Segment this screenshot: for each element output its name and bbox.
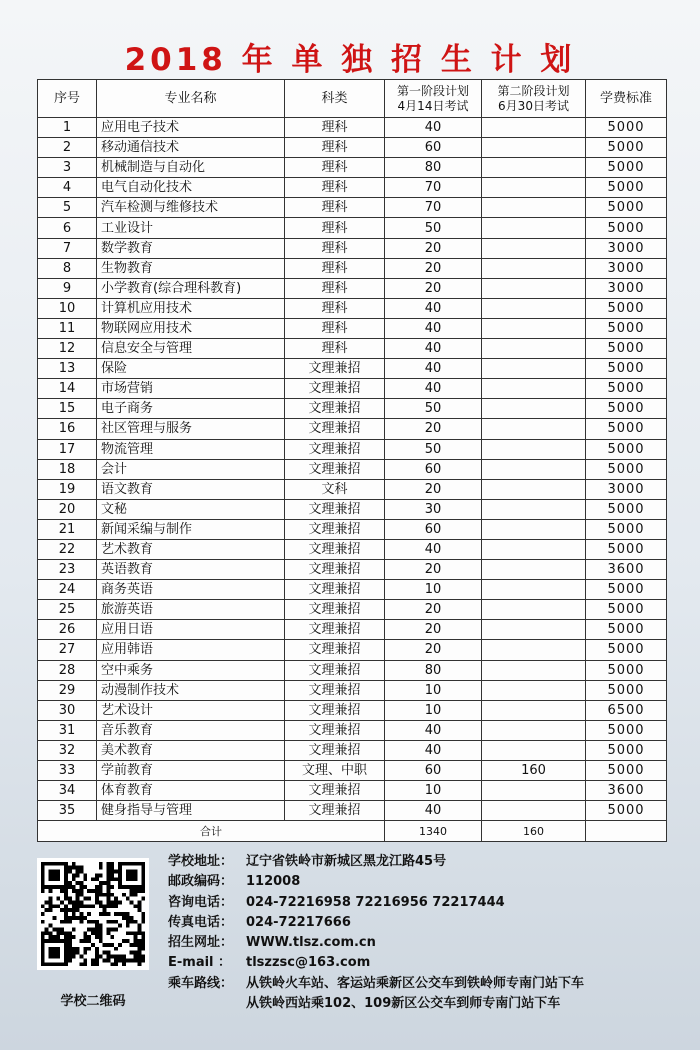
header-phase2-date: 6月30日考试 — [498, 98, 569, 113]
cell-name: 美术教育 — [97, 740, 285, 760]
cell-phase1: 20 — [385, 258, 482, 278]
page-title: 2018 年 单 独 招 生 计 划 — [124, 42, 576, 78]
cell-no: 2 — [38, 138, 97, 158]
cell-category: 文理、中职 — [285, 761, 385, 781]
cell-fee: 5000 — [586, 318, 667, 338]
postcode-value: 112008 — [246, 874, 301, 890]
cell-fee: 3600 — [586, 781, 667, 801]
cell-fee: 3600 — [586, 560, 667, 580]
cell-fee: 5000 — [586, 620, 667, 640]
total-fee — [586, 821, 667, 842]
table-row — [38, 158, 667, 178]
table-row — [38, 218, 667, 238]
cell-phase2 — [482, 359, 586, 379]
cell-phase1: 60 — [385, 519, 482, 539]
cell-fee: 5000 — [586, 740, 667, 760]
cell-category: 文理兼招 — [285, 359, 385, 379]
cell-phase2 — [482, 560, 586, 580]
table-row — [38, 620, 667, 640]
cell-name: 音乐教育 — [97, 720, 285, 740]
cell-no: 7 — [38, 238, 97, 258]
table-row — [38, 720, 667, 740]
cell-name: 空中乘务 — [97, 660, 285, 680]
phone-line — [168, 893, 688, 913]
cell-phase2 — [482, 138, 586, 158]
cell-category: 文理兼招 — [285, 439, 385, 459]
cell-name: 工业设计 — [97, 218, 285, 238]
cell-phase2 — [482, 620, 586, 640]
table-row — [38, 238, 667, 258]
cell-category: 理科 — [285, 118, 385, 138]
header-phase1-date: 4月14日考试 — [397, 98, 469, 113]
cell-category: 文理兼招 — [285, 539, 385, 559]
contact-info — [168, 852, 688, 1014]
total-label: 合计 — [38, 821, 385, 842]
cell-category: 文理兼招 — [285, 680, 385, 700]
cell-phase1: 80 — [385, 660, 482, 680]
cell-name: 新闻采编与制作 — [97, 519, 285, 539]
table-row — [38, 459, 667, 479]
cell-phase2 — [482, 479, 586, 499]
cell-name: 应用电子技术 — [97, 118, 285, 138]
cell-name: 社区管理与服务 — [97, 419, 285, 439]
cell-no: 15 — [38, 399, 97, 419]
cell-category: 文理兼招 — [285, 379, 385, 399]
cell-phase2 — [482, 258, 586, 278]
table-row — [38, 560, 667, 580]
cell-fee: 3000 — [586, 479, 667, 499]
cell-category: 理科 — [285, 339, 385, 359]
cell-fee: 5000 — [586, 198, 667, 218]
route-line — [168, 974, 688, 994]
cell-name: 移动通信技术 — [97, 138, 285, 158]
cell-name: 机械制造与自动化 — [97, 158, 285, 178]
cell-phase1: 20 — [385, 600, 482, 620]
header-no: 序号 — [38, 80, 97, 118]
cell-fee: 5000 — [586, 218, 667, 238]
cell-phase1: 40 — [385, 801, 482, 821]
cell-phase2: 160 — [482, 761, 586, 781]
cell-name: 会计 — [97, 459, 285, 479]
cell-no: 24 — [38, 580, 97, 600]
cell-fee: 6500 — [586, 700, 667, 720]
cell-category: 文理兼招 — [285, 740, 385, 760]
cell-no: 5 — [38, 198, 97, 218]
cell-name: 动漫制作技术 — [97, 680, 285, 700]
cell-phase2 — [482, 218, 586, 238]
cell-phase1: 50 — [385, 399, 482, 419]
route-line-1: 从铁岭火车站、客运站乘新区公交车到铁岭师专南门站下车 — [246, 975, 585, 991]
cell-fee: 3000 — [586, 278, 667, 298]
table-row — [38, 419, 667, 439]
cell-phase2 — [482, 660, 586, 680]
cell-fee: 5000 — [586, 600, 667, 620]
cell-name: 小学教育(综合理科教育) — [97, 278, 285, 298]
cell-phase1: 20 — [385, 620, 482, 640]
table-row — [38, 318, 667, 338]
header-category: 科类 — [285, 80, 385, 118]
cell-phase1: 40 — [385, 298, 482, 318]
cell-phase1: 60 — [385, 761, 482, 781]
header-phase1-title: 第一阶段计划 — [396, 83, 469, 98]
website-label: 招生网址： — [168, 935, 234, 951]
cell-phase1: 50 — [385, 439, 482, 459]
qr-code-label: 学校二维码 — [60, 994, 126, 1009]
cell-phase1: 10 — [385, 680, 482, 700]
cell-name: 文秘 — [97, 499, 285, 519]
cell-phase2 — [482, 298, 586, 318]
cell-category: 文科 — [285, 479, 385, 499]
cell-category: 理科 — [285, 298, 385, 318]
cell-name: 旅游英语 — [97, 600, 285, 620]
cell-fee: 5000 — [586, 178, 667, 198]
table-row — [38, 660, 667, 680]
cell-name: 艺术教育 — [97, 539, 285, 559]
cell-name: 物联网应用技术 — [97, 318, 285, 338]
cell-name: 计算机应用技术 — [97, 298, 285, 318]
route-label: 乘车路线： — [168, 975, 234, 991]
table-row — [38, 399, 667, 419]
table-row — [38, 761, 667, 781]
cell-phase1: 40 — [385, 318, 482, 338]
cell-category: 文理兼招 — [285, 620, 385, 640]
cell-no: 29 — [38, 680, 97, 700]
cell-phase1: 40 — [385, 359, 482, 379]
cell-no: 23 — [38, 560, 97, 580]
cell-no: 32 — [38, 740, 97, 760]
table-row — [38, 118, 667, 138]
header-phase1 — [385, 80, 482, 118]
cell-fee: 5000 — [586, 118, 667, 138]
cell-phase2 — [482, 439, 586, 459]
cell-category: 文理兼招 — [285, 660, 385, 680]
cell-phase2 — [482, 519, 586, 539]
header-name: 专业名称 — [97, 80, 285, 118]
cell-name: 艺术设计 — [97, 700, 285, 720]
cell-phase2 — [482, 238, 586, 258]
cell-phase1: 70 — [385, 198, 482, 218]
cell-fee: 5000 — [586, 158, 667, 178]
cell-fee: 5000 — [586, 580, 667, 600]
cell-phase2 — [482, 720, 586, 740]
cell-category: 理科 — [285, 258, 385, 278]
cell-category: 文理兼招 — [285, 700, 385, 720]
cell-no: 26 — [38, 620, 97, 640]
email-label: E-mail ： — [168, 955, 232, 971]
cell-category: 文理兼招 — [285, 499, 385, 519]
header-phase2 — [482, 80, 586, 118]
cell-phase2 — [482, 379, 586, 399]
cell-no: 13 — [38, 359, 97, 379]
cell-no: 28 — [38, 660, 97, 680]
total-row — [38, 821, 667, 842]
cell-category: 文理兼招 — [285, 580, 385, 600]
cell-phase2 — [482, 499, 586, 519]
cell-name: 语文教育 — [97, 479, 285, 499]
cell-name: 学前教育 — [97, 761, 285, 781]
cell-name: 应用日语 — [97, 620, 285, 640]
cell-no: 11 — [38, 318, 97, 338]
enrollment-plan-table — [37, 79, 667, 842]
cell-fee: 5000 — [586, 720, 667, 740]
cell-category: 理科 — [285, 178, 385, 198]
cell-phase2 — [482, 419, 586, 439]
cell-no: 17 — [38, 439, 97, 459]
cell-no: 21 — [38, 519, 97, 539]
cell-name: 保险 — [97, 359, 285, 379]
cell-fee: 5000 — [586, 459, 667, 479]
cell-no: 35 — [38, 801, 97, 821]
cell-phase2 — [482, 198, 586, 218]
cell-phase2 — [482, 781, 586, 801]
cell-phase2 — [482, 740, 586, 760]
table-row — [38, 359, 667, 379]
cell-phase1: 60 — [385, 459, 482, 479]
total-phase2: 160 — [482, 821, 586, 842]
cell-no: 33 — [38, 761, 97, 781]
table-row — [38, 519, 667, 539]
table-row — [38, 339, 667, 359]
cell-phase1: 20 — [385, 238, 482, 258]
cell-fee: 5000 — [586, 499, 667, 519]
cell-no: 18 — [38, 459, 97, 479]
cell-name: 电子商务 — [97, 399, 285, 419]
cell-category: 理科 — [285, 318, 385, 338]
cell-name: 英语教育 — [97, 560, 285, 580]
address-label: 学校地址： — [168, 854, 234, 869]
table-row — [38, 258, 667, 278]
address-line — [168, 852, 688, 872]
fax-value: 024-72217666 — [246, 914, 351, 930]
cell-category: 文理兼招 — [285, 600, 385, 620]
cell-no: 20 — [38, 499, 97, 519]
table-row — [38, 640, 667, 660]
cell-phase1: 10 — [385, 580, 482, 600]
cell-category: 理科 — [285, 218, 385, 238]
cell-category: 理科 — [285, 158, 385, 178]
table-row — [38, 479, 667, 499]
cell-phase1: 70 — [385, 178, 482, 198]
cell-no: 9 — [38, 278, 97, 298]
cell-fee: 3000 — [586, 238, 667, 258]
cell-category: 文理兼招 — [285, 640, 385, 660]
cell-fee: 5000 — [586, 761, 667, 781]
cell-no: 10 — [38, 298, 97, 318]
cell-phase2 — [482, 118, 586, 138]
cell-name: 信息安全与管理 — [97, 339, 285, 359]
fax-label: 传真电话： — [168, 914, 234, 930]
cell-category: 理科 — [285, 138, 385, 158]
phone-label: 咨询电话： — [168, 894, 234, 910]
cell-name: 数学教育 — [97, 238, 285, 258]
cell-fee: 5000 — [586, 399, 667, 419]
cell-phase1: 60 — [385, 138, 482, 158]
cell-fee: 5000 — [586, 339, 667, 359]
address-value: 辽宁省铁岭市新城区黑龙江路45号 — [246, 854, 447, 869]
email-line — [168, 953, 688, 973]
cell-no: 30 — [38, 700, 97, 720]
cell-category: 文理兼招 — [285, 781, 385, 801]
postcode-line — [168, 872, 688, 892]
website-link[interactable]: WWW.tlsz.com.cn — [246, 935, 376, 951]
table-row — [38, 781, 667, 801]
cell-fee: 5000 — [586, 298, 667, 318]
table-row — [38, 178, 667, 198]
cell-category: 文理兼招 — [285, 560, 385, 580]
cell-fee: 5000 — [586, 138, 667, 158]
cell-fee: 5000 — [586, 419, 667, 439]
cell-phase2 — [482, 459, 586, 479]
cell-name: 市场营销 — [97, 379, 285, 399]
cell-fee: 5000 — [586, 379, 667, 399]
cell-no: 8 — [38, 258, 97, 278]
cell-no: 12 — [38, 339, 97, 359]
cell-category: 文理兼招 — [285, 519, 385, 539]
cell-no: 34 — [38, 781, 97, 801]
cell-no: 4 — [38, 178, 97, 198]
cell-phase2 — [482, 640, 586, 660]
cell-phase1: 40 — [385, 720, 482, 740]
cell-phase2 — [482, 278, 586, 298]
table-row — [38, 740, 667, 760]
cell-phase1: 30 — [385, 499, 482, 519]
table-row — [38, 198, 667, 218]
email-link[interactable]: tlszzsc@163.com — [246, 955, 371, 971]
cell-fee: 5000 — [586, 640, 667, 660]
cell-no: 25 — [38, 600, 97, 620]
header-fee: 学费标准 — [586, 80, 667, 118]
cell-fee: 3000 — [586, 258, 667, 278]
table-row — [38, 539, 667, 559]
cell-category: 文理兼招 — [285, 419, 385, 439]
cell-fee: 5000 — [586, 680, 667, 700]
table-row — [38, 600, 667, 620]
cell-phase2 — [482, 339, 586, 359]
cell-phase2 — [482, 580, 586, 600]
table-row — [38, 138, 667, 158]
cell-fee: 5000 — [586, 359, 667, 379]
cell-category: 文理兼招 — [285, 801, 385, 821]
table-row — [38, 278, 667, 298]
cell-phase1: 10 — [385, 781, 482, 801]
cell-phase1: 20 — [385, 560, 482, 580]
cell-no: 27 — [38, 640, 97, 660]
cell-name: 物流管理 — [97, 439, 285, 459]
cell-phase1: 40 — [385, 379, 482, 399]
website-line — [168, 933, 688, 953]
cell-phase2 — [482, 178, 586, 198]
cell-phase2 — [482, 700, 586, 720]
table-row — [38, 298, 667, 318]
route-line-continued — [168, 994, 688, 1014]
cell-fee: 5000 — [586, 660, 667, 680]
cell-phase2 — [482, 680, 586, 700]
table-row — [38, 439, 667, 459]
postcode-label: 邮政编码： — [168, 874, 234, 890]
cell-category: 理科 — [285, 198, 385, 218]
cell-no: 1 — [38, 118, 97, 138]
cell-phase2 — [482, 539, 586, 559]
fax-line — [168, 913, 688, 933]
cell-phase1: 20 — [385, 419, 482, 439]
cell-name: 生物教育 — [97, 258, 285, 278]
qr-code — [37, 858, 149, 970]
cell-category: 文理兼招 — [285, 720, 385, 740]
table-row — [38, 379, 667, 399]
cell-fee: 5000 — [586, 801, 667, 821]
cell-no: 31 — [38, 720, 97, 740]
header-phase2-title: 第二阶段计划 — [497, 83, 570, 98]
cell-name: 电气自动化技术 — [97, 178, 285, 198]
cell-no: 6 — [38, 218, 97, 238]
cell-category: 理科 — [285, 278, 385, 298]
cell-phase2 — [482, 399, 586, 419]
cell-fee: 5000 — [586, 539, 667, 559]
cell-phase1: 40 — [385, 740, 482, 760]
cell-no: 14 — [38, 379, 97, 399]
cell-phase1: 50 — [385, 218, 482, 238]
cell-name: 汽车检测与维修技术 — [97, 198, 285, 218]
table-row — [38, 499, 667, 519]
total-phase1: 1340 — [385, 821, 482, 842]
table-row — [38, 700, 667, 720]
cell-name: 商务英语 — [97, 580, 285, 600]
cell-no: 19 — [38, 479, 97, 499]
cell-fee: 5000 — [586, 519, 667, 539]
table-body — [38, 118, 667, 842]
cell-name: 健身指导与管理 — [97, 801, 285, 821]
table-row — [38, 801, 667, 821]
cell-name: 体育教育 — [97, 781, 285, 801]
cell-phase1: 80 — [385, 158, 482, 178]
cell-name: 应用韩语 — [97, 640, 285, 660]
cell-no: 16 — [38, 419, 97, 439]
cell-phase1: 40 — [385, 539, 482, 559]
cell-phase2 — [482, 801, 586, 821]
cell-phase1: 10 — [385, 700, 482, 720]
route-line-2: 从铁岭西站乘102、109新区公交车到师专南门站下车 — [246, 996, 561, 1012]
table-row — [38, 680, 667, 700]
cell-phase1: 40 — [385, 118, 482, 138]
cell-phase1: 20 — [385, 640, 482, 660]
cell-category: 文理兼招 — [285, 399, 385, 419]
cell-no: 22 — [38, 539, 97, 559]
cell-no: 3 — [38, 158, 97, 178]
cell-category: 理科 — [285, 238, 385, 258]
cell-phase2 — [482, 600, 586, 620]
phone-value: 024-72216958 72216956 72217444 — [246, 894, 505, 910]
table-header-row — [38, 80, 667, 118]
cell-phase1: 40 — [385, 339, 482, 359]
cell-phase1: 20 — [385, 479, 482, 499]
cell-phase2 — [482, 318, 586, 338]
table-row — [38, 580, 667, 600]
cell-category: 文理兼招 — [285, 459, 385, 479]
cell-phase2 — [482, 158, 586, 178]
cell-fee: 5000 — [586, 439, 667, 459]
cell-phase1: 20 — [385, 278, 482, 298]
